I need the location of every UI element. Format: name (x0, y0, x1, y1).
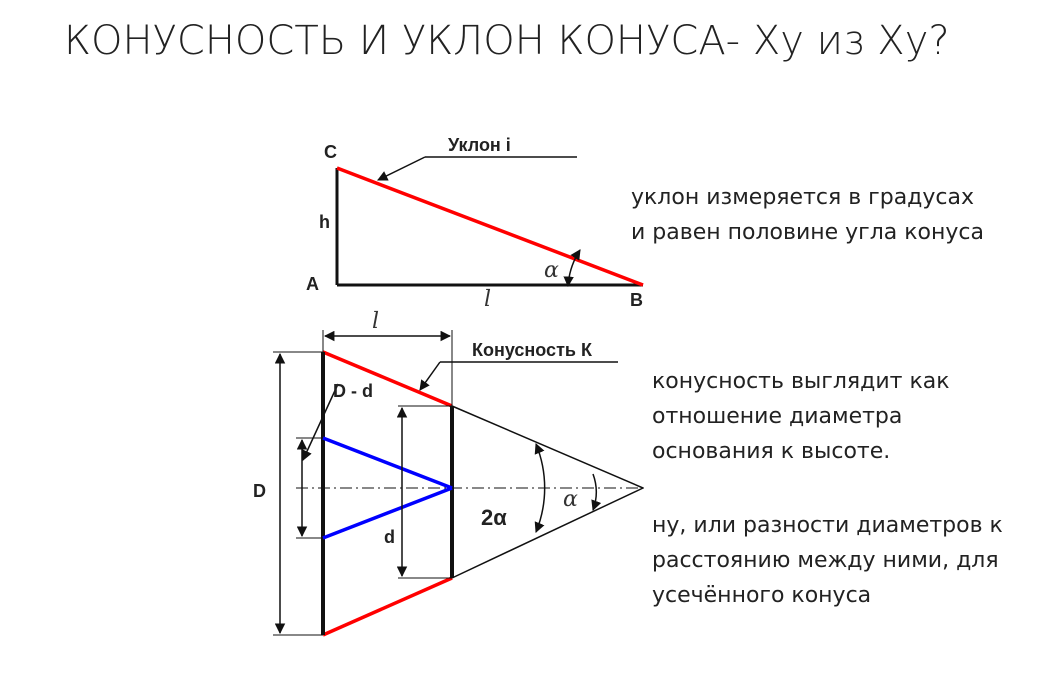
slope-note (631, 180, 984, 250)
frustum-side-bottom (323, 578, 452, 635)
small-diameter-label: d (384, 527, 395, 547)
point-a-label: A (306, 274, 319, 294)
point-b-label: B (630, 290, 643, 310)
slope-note-line: и равен половине угла конуса (631, 220, 984, 245)
cone-side-bottom (452, 488, 643, 578)
half-angle-arc (593, 474, 596, 510)
big-diameter-label: D (253, 481, 266, 501)
page-title: КОНУСНОСТЬ И УКЛОН КОНУСА- Ху из Ху? (64, 18, 950, 64)
slope-diagram (306, 135, 643, 312)
slope-note-line: уклон измеряется в градусах (631, 185, 974, 210)
taper-note-line: конусность выглядит как (652, 369, 950, 394)
blue-line-top (323, 438, 452, 488)
taper-note-line: основания к высоте. (652, 439, 891, 464)
diff-label: D - d (333, 381, 373, 401)
frustum-note-line: ну, или разности диаметров к (652, 513, 1003, 538)
taper-length-label: l (372, 309, 380, 334)
point-c-label: C (324, 142, 337, 162)
height-label: h (319, 212, 330, 232)
double-angle-label: 2α (481, 505, 507, 530)
taper-note (652, 364, 950, 469)
frustum-note (652, 508, 1003, 613)
half-angle-label: α (563, 487, 578, 512)
taper-note-line: отношение диаметра (652, 404, 903, 429)
frustum-note-line: усечённого конуса (652, 583, 872, 608)
angle-label: α (544, 258, 559, 283)
taper-callout-label: Конусность К (472, 340, 592, 360)
taper-callout-leader (420, 362, 440, 390)
slope-callout-label: Уклон i (448, 135, 511, 155)
length-label: l (484, 287, 492, 312)
cone-side-top (452, 406, 643, 488)
taper-diagram (253, 309, 645, 635)
slope-callout-leader (378, 157, 425, 180)
frustum-note-line: расстоянию между ними, для (652, 548, 999, 573)
slope-line-cb (337, 168, 643, 285)
